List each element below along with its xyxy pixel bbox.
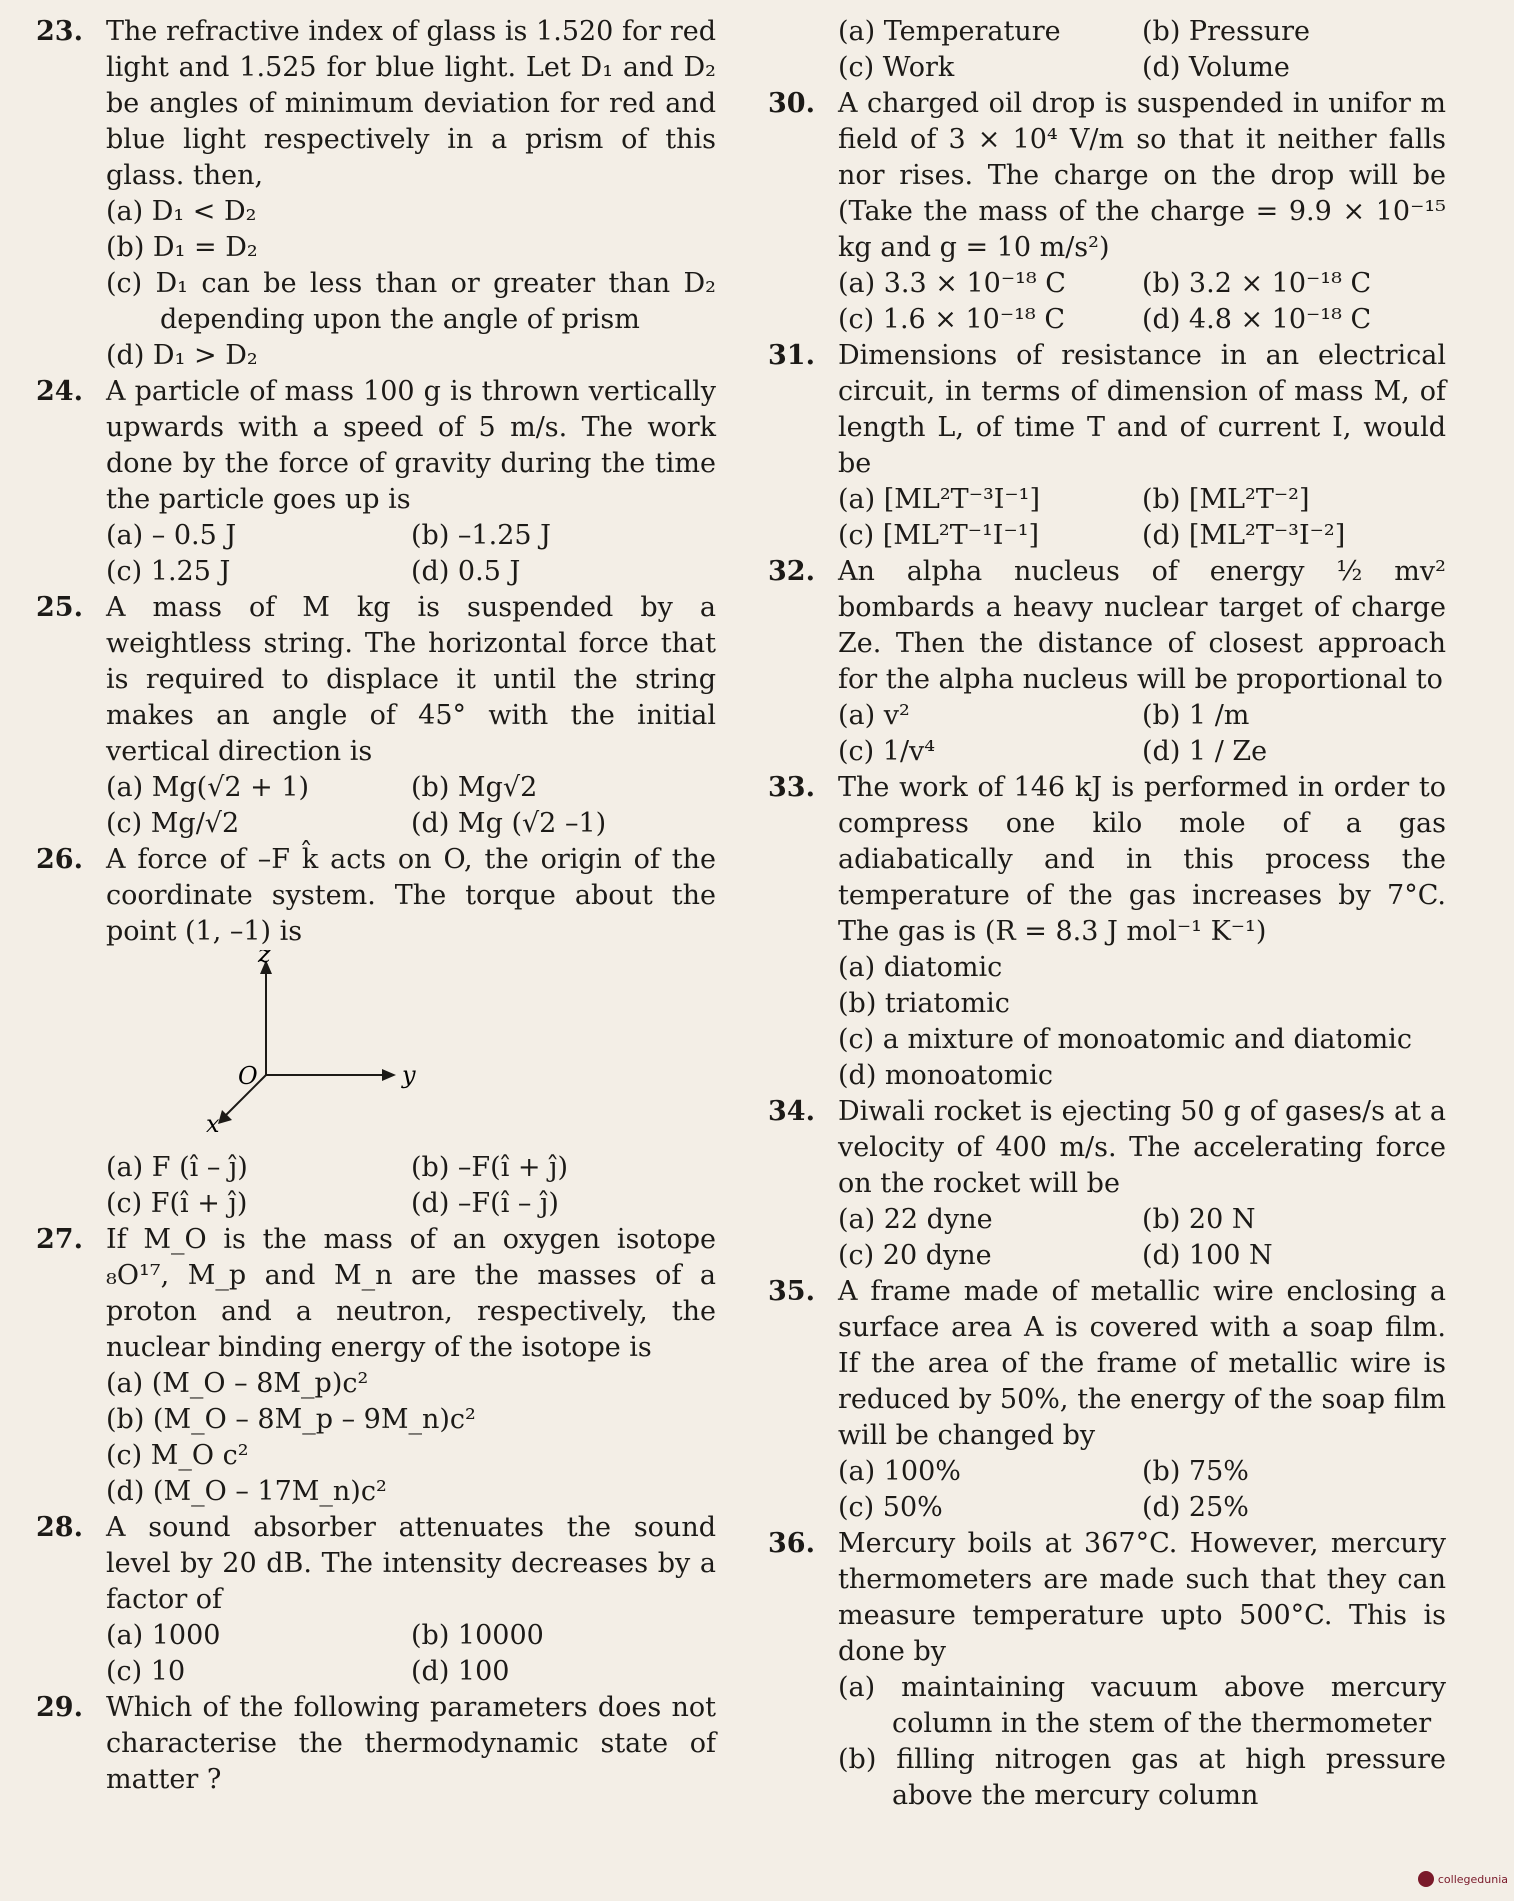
- question-number: 26.: [36, 844, 83, 875]
- question-number: 28.: [36, 1512, 83, 1543]
- question-number: 32.: [768, 556, 815, 587]
- option-item: (c) Mg/√2: [106, 808, 240, 839]
- options-list: [106, 194, 716, 374]
- options-row: [106, 806, 716, 842]
- options-row: [838, 1238, 1446, 1274]
- option-item: (d) 100 N: [1142, 1240, 1273, 1271]
- option-item: (b) 75%: [1142, 1456, 1249, 1487]
- question-block: [36, 1690, 716, 1798]
- option-item: (b) triatomic: [838, 988, 1010, 1019]
- option-item: (c) 20 dyne: [838, 1240, 992, 1271]
- question-block: [768, 338, 1446, 554]
- option-item: (b) filling nitrogen gas at high pressure above the mercury column: [838, 1744, 1446, 1811]
- option-item: (d) –F(î – ĵ): [411, 1188, 559, 1219]
- origin-label: O: [238, 1062, 258, 1090]
- question-block: [768, 1094, 1446, 1274]
- question-text: Mercury boils at 367°C. However, mercury thermometers are made such that they can measure temperature upto 500°C. This is done by: [838, 1528, 1446, 1667]
- options-list: [838, 266, 1446, 338]
- option-item: (b) 1 /m: [1142, 700, 1250, 731]
- question-block: [36, 590, 716, 842]
- options-row: [106, 1150, 716, 1186]
- option-item: (c) F(î + ĵ): [106, 1188, 248, 1219]
- options-list: [106, 1366, 716, 1510]
- question-text: A mass of M kg is suspended by a weightless string. The horizontal force that is required to displace it until the string makes an angle of 45° with the initial vertical direction is: [106, 592, 716, 767]
- question-text: Dimensions of resistance in an electrical circuit, in terms of dimension of mass M, of length L, of time T and of current I, would be: [838, 340, 1446, 479]
- options-row: [838, 14, 1446, 50]
- question-block: [36, 1222, 716, 1510]
- option-item: (a) 22 dyne: [838, 1204, 993, 1235]
- question-text: The work of 146 kJ is performed in order to compress one kilo mole of a gas adiabatically and in this process the temperature of the gas increases by 7°C. The gas is (R = 8.3 J mol⁻¹ K⁻¹): [838, 772, 1446, 947]
- question-block: [768, 86, 1446, 338]
- question-text: A charged oil drop is suspended in unifor m field of 3 × 10⁴ V/m so that it neither falls nor rises. The charge on the drop will be (Take the mass of the charge = 9.9 × 10⁻¹⁵ kg and g = 10 m/s²): [838, 88, 1446, 263]
- question-number: 29.: [36, 1692, 83, 1723]
- question-text: If M_O is the mass of an oxygen isotope ₈O¹⁷, M_p and M_n are the masses of a proton and a neutron, respectively, the nuclear binding energy of the isotope is: [106, 1224, 716, 1363]
- coordinate-axes-figure: [106, 950, 716, 1150]
- option-item: (c) M_O c²: [106, 1440, 249, 1471]
- question-text: Diwali rocket is ejecting 50 g of gases/s at a velocity of 400 m/s. The accelerating force on the rocket will be: [838, 1096, 1446, 1199]
- y-axis-label: y: [402, 1061, 416, 1089]
- options-list: [838, 1202, 1446, 1274]
- option-item: (d) 4.8 × 10⁻¹⁸ C: [1142, 304, 1372, 335]
- options-row: [838, 50, 1446, 86]
- options-list: [106, 1150, 716, 1222]
- options-row: [838, 698, 1446, 734]
- option-item: (b) [ML²T⁻²]: [1142, 484, 1310, 515]
- option-item: (a) 1000: [106, 1620, 221, 1651]
- option-item: (b) Mg√2: [411, 772, 538, 803]
- question-block: [36, 842, 716, 1222]
- option-item: (a) [ML²T⁻³I⁻¹]: [838, 484, 1041, 515]
- options-row: [106, 1618, 716, 1654]
- question-head: [768, 554, 1446, 698]
- options-row: [838, 302, 1446, 338]
- question-text: A frame made of metallic wire enclosing a surface area A is covered with a soap film. If the area of the frame of metallic wire is reduced by 50%, the energy of the soap film will be changed by: [838, 1276, 1446, 1451]
- options-list: [838, 1454, 1446, 1526]
- axes-diagram: [206, 950, 566, 1150]
- option-item: (a) 3.3 × 10⁻¹⁸ C: [838, 268, 1066, 299]
- option-item: (a) v²: [838, 700, 910, 731]
- question-head: [768, 86, 1446, 266]
- option-item: (b) 3.2 × 10⁻¹⁸ C: [1142, 268, 1372, 299]
- option-item: (d) 0.5 J: [411, 556, 521, 587]
- question-head: [36, 1510, 716, 1618]
- option-item: (d) 100: [411, 1656, 510, 1687]
- option-item: (b) 20 N: [1142, 1204, 1256, 1235]
- option-item: (b) Pressure: [1142, 16, 1310, 47]
- question-head: [36, 1690, 716, 1798]
- option-item: (d) Volume: [1142, 52, 1290, 83]
- option-item: (d) Mg (√2 –1): [411, 808, 607, 839]
- option-item: (a) D₁ < D₂: [106, 196, 257, 227]
- options-row: [106, 1186, 716, 1222]
- option-item: (c) 1/v⁴: [838, 736, 936, 767]
- question-number: 35.: [768, 1276, 815, 1307]
- left-column: [36, 14, 716, 1798]
- question-number: 33.: [768, 772, 815, 803]
- question-text: An alpha nucleus of energy ½ mv² bombards a heavy nuclear target of charge Ze. Then the distance of closest approach for the alpha nucleus will be proportional to: [838, 556, 1446, 695]
- question-number: 23.: [36, 16, 83, 47]
- question-head: [36, 590, 716, 770]
- options-row: [106, 554, 716, 590]
- option-item: (c) 50%: [838, 1492, 943, 1523]
- question-head: [768, 1526, 1446, 1670]
- option-item: (b) D₁ = D₂: [106, 232, 258, 263]
- option-item: (c) 1.6 × 10⁻¹⁸ C: [838, 304, 1065, 335]
- question-block: [768, 554, 1446, 770]
- logo-text: collegedunia: [1437, 1872, 1508, 1886]
- question-block: [768, 1274, 1446, 1526]
- question-block: [36, 374, 716, 590]
- option-item: (a) F (î – ĵ): [106, 1152, 248, 1183]
- options-row: [106, 518, 716, 554]
- options-row: [838, 1202, 1446, 1238]
- question-number: 36.: [768, 1528, 815, 1559]
- options-row: [106, 770, 716, 806]
- option-item: (d) D₁ > D₂: [106, 340, 258, 371]
- option-item: (a) 100%: [838, 1456, 961, 1487]
- question-text: Which of the following parameters does not characterise the thermodynamic state of matter ?: [106, 1692, 716, 1795]
- option-item: (c) Work: [838, 52, 955, 83]
- option-item: (a) maintaining vacuum above mercury column in the stem of the thermometer: [838, 1672, 1446, 1739]
- option-item: (a) Mg(√2 + 1): [106, 772, 310, 803]
- options-list: [838, 950, 1446, 1094]
- question-number: 30.: [768, 88, 815, 119]
- x-axis-label: x: [206, 1110, 220, 1138]
- collegedunia-logo: [1418, 1871, 1508, 1887]
- question-number: 31.: [768, 340, 815, 371]
- question-block: [36, 1510, 716, 1690]
- question-block: [768, 14, 1446, 86]
- question-head: [36, 14, 716, 194]
- question-text: The refractive index of glass is 1.520 for red light and 1.525 for blue light. Let D₁ and D₂ be angles of minimum deviation for red and blue light respectively in a prism of this glass. then,: [106, 16, 716, 191]
- option-item: (c) 1.25 J: [106, 556, 231, 587]
- y-axis-arrow: [382, 1069, 396, 1081]
- option-item: (d) 1 / Ze: [1142, 736, 1268, 767]
- options-list: [106, 518, 716, 590]
- question-head: [768, 338, 1446, 482]
- question-head: [768, 1094, 1446, 1202]
- options-row: [838, 1490, 1446, 1526]
- options-row: [838, 482, 1446, 518]
- option-item: (c) D₁ can be less than or greater than D₂ depending upon the angle of prism: [106, 268, 716, 335]
- question-head: [768, 1274, 1446, 1454]
- option-item: (b) (M_O – 8M_p – 9M_n)c²: [106, 1404, 476, 1435]
- question-block: [36, 14, 716, 374]
- question-head: [36, 1222, 716, 1366]
- question-number: 27.: [36, 1224, 83, 1255]
- option-item: (c) 10: [106, 1656, 186, 1687]
- question-number: 24.: [36, 376, 83, 407]
- option-item: (a) (M_O – 8M_p)c²: [106, 1368, 369, 1399]
- question-text: A sound absorber attenuates the sound level by 20 dB. The intensity decreases by a factor of: [106, 1512, 716, 1615]
- question-head: [768, 770, 1446, 950]
- options-list: [106, 770, 716, 842]
- question-number: 25.: [36, 592, 83, 623]
- option-item: (b) –1.25 J: [411, 520, 551, 551]
- options-list: [838, 14, 1446, 86]
- option-item: (c) a mixture of monoatomic and diatomic: [838, 1024, 1412, 1055]
- option-item: (b) 10000: [411, 1620, 544, 1651]
- option-item: (d) 25%: [1142, 1492, 1249, 1523]
- options-row: [838, 518, 1446, 554]
- options-row: [838, 266, 1446, 302]
- options-row: [106, 1654, 716, 1690]
- options-list: [838, 1670, 1446, 1814]
- question-number: 34.: [768, 1096, 815, 1127]
- option-item: (d) (M_O – 17M_n)c²: [106, 1476, 387, 1507]
- z-axis-label: z: [258, 950, 271, 968]
- options-list: [838, 482, 1446, 554]
- option-item: (c) [ML²T⁻¹I⁻¹]: [838, 520, 1040, 551]
- question-text: A force of –F k̂ acts on O, the origin of the coordinate system. The torque about the point (1, –1) is: [106, 844, 716, 947]
- option-item: (b) –F(î + ĵ): [411, 1152, 569, 1183]
- right-column: [768, 14, 1446, 1814]
- option-item: (a) – 0.5 J: [106, 520, 237, 551]
- option-item: (d) monoatomic: [838, 1060, 1053, 1091]
- question-block: [768, 1526, 1446, 1814]
- options-row: [838, 734, 1446, 770]
- question-block: [768, 770, 1446, 1094]
- options-list: [106, 1618, 716, 1690]
- option-item: (d) [ML²T⁻³I⁻²]: [1142, 520, 1346, 551]
- option-item: (a) Temperature: [838, 16, 1061, 47]
- options-list: [838, 698, 1446, 770]
- question-text: A particle of mass 100 g is thrown vertically upwards with a speed of 5 m/s. The work done by the force of gravity during the time the particle goes up is: [106, 376, 716, 515]
- question-head: [36, 842, 716, 950]
- option-item: (a) diatomic: [838, 952, 1003, 983]
- question-head: [36, 374, 716, 518]
- options-row: [838, 1454, 1446, 1490]
- logo-icon: [1418, 1871, 1434, 1887]
